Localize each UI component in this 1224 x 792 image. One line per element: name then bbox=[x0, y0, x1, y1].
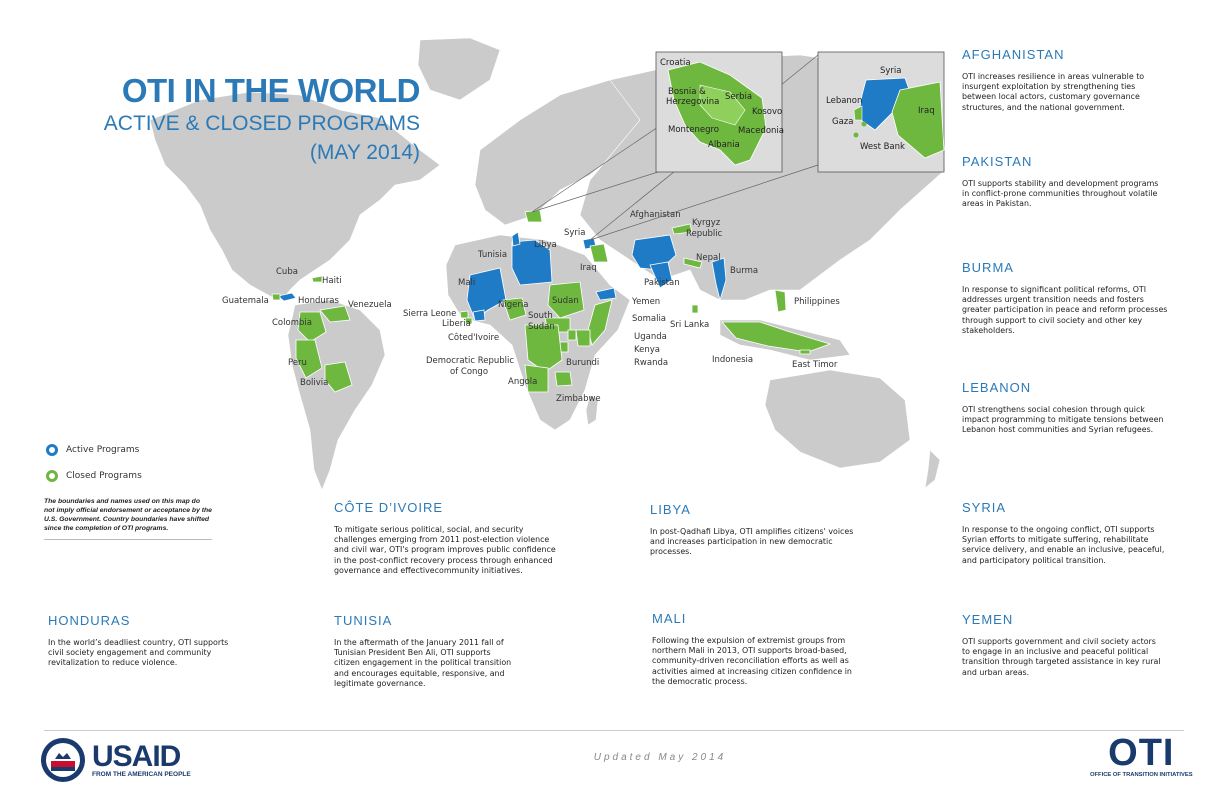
section-text: OTI supports government and civil society actors to engage in an inclusive and peaceful political transition through targeted assistance in key rural and urban areas. bbox=[962, 637, 1161, 677]
disclaimer: The boundaries and names used on this map do not imply official endorsement or acceptance by the U.S. Government. Country boundaries have shifted since the completion of OTI programs. bbox=[44, 497, 212, 540]
label-rwanda: Rwanda bbox=[634, 358, 669, 368]
label-zimbabwe: Zimbabwe bbox=[556, 394, 601, 404]
section-title: MALI bbox=[652, 611, 687, 626]
inset-label-west-bank: West Bank bbox=[860, 142, 905, 152]
section-title: AFGHANISTAN bbox=[962, 47, 1065, 62]
section-lebanon bbox=[962, 380, 1172, 436]
label-peru: Peru bbox=[288, 358, 307, 368]
label-guatemala: Guatemala bbox=[222, 296, 269, 306]
kenya-shape bbox=[576, 330, 590, 346]
haiti-shape bbox=[312, 276, 322, 282]
label-afghanistan: Afghanistan bbox=[630, 210, 681, 220]
label-yemen: Yemen bbox=[632, 297, 661, 307]
section-text: OTI increases resilience in areas vulnerable to insurgent exploitation by strengthening ties between local actors, customary governance structures, and the national government. bbox=[962, 72, 1145, 112]
label-cuba: Cuba bbox=[276, 267, 298, 277]
label-libya: Libya bbox=[534, 240, 557, 250]
label-kenya: Kenya bbox=[634, 345, 661, 355]
section-title: PAKISTAN bbox=[962, 154, 1033, 169]
cote-divoire-shape bbox=[473, 310, 485, 321]
sierra-leone-shape bbox=[460, 311, 468, 318]
label-bolivia: Bolivia bbox=[300, 378, 329, 388]
label-indonesia: Indonesia bbox=[712, 355, 754, 365]
label-tunisia: Tunisia bbox=[478, 250, 508, 260]
inset-label-montenegro: Montenegro bbox=[668, 125, 720, 135]
section-pakistan bbox=[962, 154, 1162, 210]
page-subtitle: ACTIVE & CLOSED PROGRAMS bbox=[103, 112, 420, 135]
label-east-timor: East Timor bbox=[792, 360, 838, 370]
label-iraq: Iraq bbox=[580, 263, 597, 273]
usaid-seal-icon bbox=[40, 737, 86, 783]
page-title: OTI IN THE WORLD bbox=[121, 72, 420, 109]
inset-label-bosnia: Bosnia & bbox=[668, 87, 706, 97]
section-text: In post-Qadhafi Libya, OTI amplifies citizens' voices and increases participation in new democratic processes. bbox=[650, 527, 854, 557]
label-drc2: of Congo bbox=[450, 367, 489, 377]
section-mali bbox=[652, 611, 852, 687]
section-title: HONDURAS bbox=[48, 613, 131, 628]
inset-label-albania: Albania bbox=[708, 140, 740, 150]
label-cote-divoire: Côted'Ivoire bbox=[448, 333, 500, 343]
section-text: Following the expulsion of extremist groups from northern Mali in 2013, OTI supports broad-based, community-driven reconciliation efforts as well as activities aimed at increasing citizen confidence in the democratic process. bbox=[652, 636, 852, 686]
sri-lanka-shape bbox=[692, 305, 698, 313]
section-libya bbox=[650, 502, 855, 558]
inset-label-croatia: Croatia bbox=[660, 58, 691, 68]
label-syria: Syria bbox=[564, 228, 586, 238]
label-uganda: Uganda bbox=[634, 332, 667, 342]
legend-closed bbox=[46, 470, 142, 482]
east-timor-shape bbox=[800, 350, 810, 354]
section-text: In response to the ongoing conflict, OTI supports Syrian efforts to mitigate suffering, rehabilitate service delivery, and enable an inclusive, peaceful, and participatory political transition. bbox=[962, 525, 1165, 565]
oti-logo bbox=[1090, 734, 1193, 778]
updated-date: Updated May 2014 bbox=[593, 752, 727, 763]
section-cote-divoire bbox=[334, 500, 556, 576]
page-date: (MAY 2014) bbox=[309, 141, 420, 164]
section-text: In response to significant political reforms, OTI addresses urgent transition needs and fosters greater participation in peace and reform processes through support to civil society and other key stakeholders. bbox=[962, 285, 1168, 335]
inset-label-gaza: Gaza bbox=[832, 117, 854, 127]
usaid-tagline: FROM THE AMERICAN PEOPLE bbox=[92, 770, 191, 778]
inset-label-herzegovina: Herzegovina bbox=[666, 97, 720, 107]
section-title: YEMEN bbox=[962, 612, 1014, 627]
usaid-wordmark: USAID bbox=[92, 739, 181, 773]
label-drc: Democratic Republic bbox=[426, 356, 515, 366]
greenland-landmass bbox=[418, 38, 500, 100]
label-nepal: Nepal bbox=[696, 253, 721, 263]
inset-label-serbia: Serbia bbox=[725, 92, 753, 102]
closed-ring-icon bbox=[46, 470, 58, 482]
label-angola: Angola bbox=[508, 377, 538, 387]
label-colombia: Colombia bbox=[272, 318, 312, 328]
section-honduras bbox=[48, 613, 233, 669]
label-nigeria: Nigeria bbox=[498, 300, 529, 310]
oti-wordmark: OTI bbox=[1108, 732, 1175, 774]
section-syria bbox=[962, 500, 1172, 566]
new-zealand-landmass bbox=[925, 450, 940, 488]
uganda-shape bbox=[568, 330, 576, 340]
label-burma: Burma bbox=[730, 266, 759, 276]
section-title: LEBANON bbox=[962, 380, 1032, 395]
active-ring-icon bbox=[46, 444, 58, 456]
inset-label-iraq: Iraq bbox=[918, 106, 935, 116]
label-pakistan: Pakistan bbox=[644, 278, 680, 288]
section-text: In the world’s deadliest country, OTI supports civil society engagement and community revitalization to reduce violence. bbox=[48, 638, 229, 668]
label-mali: Mali bbox=[458, 278, 476, 288]
usaid-logo bbox=[40, 737, 191, 783]
inset-label-kosovo: Kosovo bbox=[752, 107, 783, 117]
label-sierra-leone: Sierra Leone bbox=[403, 309, 457, 319]
section-title: CÔTE D’IVOIRE bbox=[334, 500, 444, 515]
label-haiti: Haiti bbox=[322, 276, 342, 286]
section-text: To mitigate serious political, social, and security challenges emerging from 2011 post-election violence and civil war, OTI's program improves public confidence in the post-conflict recovery process through enhanced governance and effectivecommunity initiatives. bbox=[334, 525, 556, 575]
label-venezuela: Venezuela bbox=[348, 300, 392, 310]
label-sri-lanka: Sri Lanka bbox=[670, 320, 710, 330]
label-somalia: Somalia bbox=[632, 314, 667, 324]
legend-closed-label: Closed Programs bbox=[66, 471, 142, 481]
legend-active bbox=[46, 444, 139, 456]
oti-tagline: OFFICE OF TRANSITION INITIATIVES bbox=[1090, 772, 1193, 778]
section-afghanistan bbox=[962, 47, 1162, 113]
australia-landmass bbox=[765, 370, 910, 468]
inset-label-lebanon: Lebanon bbox=[826, 96, 863, 106]
section-title: BURMA bbox=[962, 260, 1014, 275]
label-south-sudan2: Sudan bbox=[528, 322, 555, 332]
section-title: LIBYA bbox=[650, 502, 691, 517]
guatemala-shape bbox=[272, 294, 280, 300]
inset-label-syria: Syria bbox=[880, 66, 902, 76]
footer-divider bbox=[44, 730, 1184, 731]
section-yemen bbox=[962, 612, 1162, 678]
label-kyrgyz2: Republic bbox=[686, 229, 723, 239]
label-philippines: Philippines bbox=[794, 297, 840, 307]
label-sudan: Sudan bbox=[552, 296, 579, 306]
section-text: In the aftermath of the January 2011 fall of Tunisian President Ben Ali, OTI supports citizen engagement in the political transition and encourages equitable, responsive, and legitimate governance. bbox=[334, 638, 512, 688]
zimbabwe-shape bbox=[555, 372, 572, 386]
section-tunisia bbox=[334, 613, 514, 689]
section-text: OTI strengthens social cohesion through quick impact programming to mitigate tensions between Lebanon host communities and Syrian refugees. bbox=[962, 405, 1164, 435]
iraq-shape bbox=[590, 244, 608, 262]
section-burma bbox=[962, 260, 1172, 336]
section-text: OTI supports stability and development programs in conflict-prone communities throughout volatile areas in Pakistan. bbox=[962, 179, 1159, 209]
label-liberia: Liberia bbox=[442, 319, 471, 329]
label-honduras: Honduras bbox=[298, 296, 339, 306]
inset-label-macedonia: Macedonia bbox=[738, 126, 784, 136]
label-burundi: Burundi bbox=[566, 358, 600, 368]
label-kyrgyz: Kyrgyz bbox=[692, 218, 721, 228]
tunisia-shape bbox=[512, 232, 520, 246]
label-south-sudan: South bbox=[528, 311, 553, 321]
legend-active-label: Active Programs bbox=[66, 445, 140, 455]
section-title: TUNISIA bbox=[334, 613, 393, 628]
section-title: SYRIA bbox=[962, 500, 1007, 515]
philippines-shape bbox=[775, 290, 786, 312]
